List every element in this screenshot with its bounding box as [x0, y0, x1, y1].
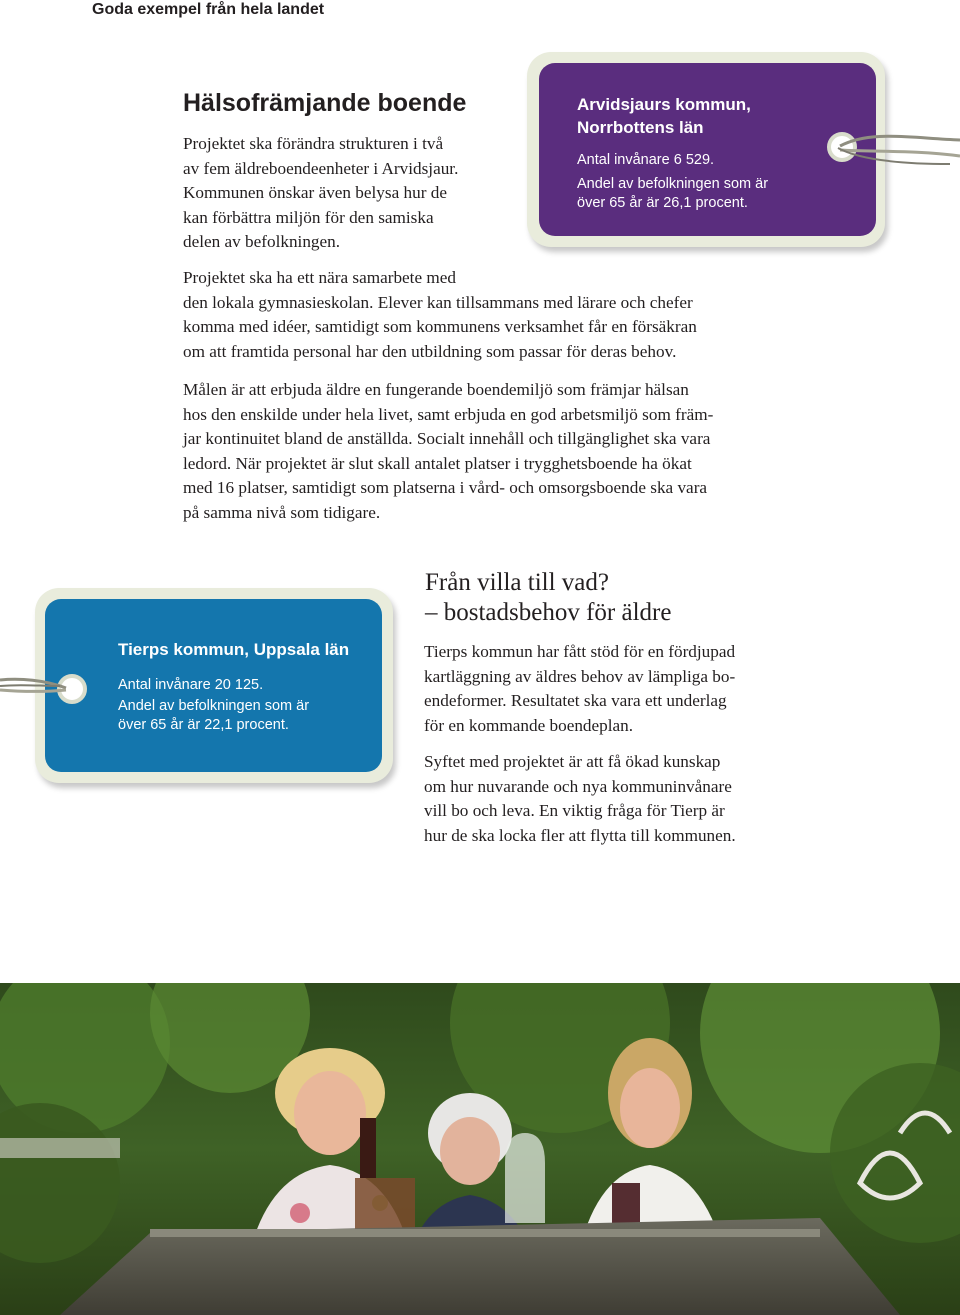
- tag-population: Antal invånare 6 529.: [577, 152, 715, 168]
- photo-illustration: [0, 983, 960, 1315]
- tag-string-icon: [0, 668, 80, 708]
- tag-share-line: Andel av befolkningen som är: [577, 176, 769, 192]
- section-title-halsoframjande: Hälsofrämjande boende: [183, 89, 467, 117]
- text-line: delen av befolkningen.: [183, 232, 341, 251]
- text-line: jar kontinuitet bland de anställda. Socialt innehåll och tillgänglighet ska vara: [183, 429, 711, 448]
- text-line: den lokala gymnasieskolan. Elever kan tillsammans med lärare och chefer: [183, 292, 693, 312]
- text-line: Projektet ska ha ett nära samarbete med: [183, 268, 456, 287]
- text-line: Projektet ska förändra strukturen i två: [183, 134, 444, 153]
- running-head: Goda exempel från hela landet: [92, 1, 325, 18]
- tag-string-icon: [820, 120, 960, 180]
- info-tag-tierp: [35, 588, 393, 783]
- tag-title: Tierps kommun, Uppsala län: [118, 640, 350, 659]
- tag-population: Antal invånare 20 125.: [118, 677, 264, 693]
- tag-share: [577, 175, 768, 213]
- tag-panel: [45, 599, 382, 772]
- tag-title-line: Norrbottens län: [577, 118, 704, 137]
- tag-title-line: Arvidsjaurs kommun,: [577, 95, 751, 114]
- paragraph-tierp-support: [424, 640, 784, 738]
- paragraph-collaboration: [183, 266, 783, 364]
- text-line: om hur nuvarande och nya kommuninvånare: [424, 776, 732, 796]
- section-title-fran-villa: [425, 568, 825, 628]
- tag-share-line: Andel av befolkningen som är: [118, 698, 310, 714]
- text-line: av fem äldreboendeenheter i Arvidsjaur.: [183, 158, 459, 178]
- photo-three-women-garden: [0, 983, 960, 1315]
- text-line: kan förbättra miljön för den samiska: [183, 207, 434, 227]
- paragraph-goals: [183, 378, 783, 525]
- title-line: – bostadsbehov för äldre: [425, 599, 672, 626]
- intro-paragraph: [183, 132, 513, 255]
- title-line: Från villa till vad?: [425, 569, 609, 596]
- paragraph-tierp-purpose: [424, 750, 784, 848]
- text-line: Syftet med projektet är att få ökad kunskap: [424, 752, 721, 771]
- text-line: Kommunen önskar även belysa hur de: [183, 183, 447, 202]
- tag-share-line: över 65 år är 26,1 procent.: [577, 195, 748, 211]
- text-line: Målen är att erbjuda äldre en fungerande boendemiljö som främjar hälsan: [183, 380, 689, 399]
- text-line: vill bo och leva. En viktig fråga för Tierp är: [424, 801, 725, 820]
- text-line: kartläggning av äldres behov av lämpliga bo-: [424, 666, 736, 686]
- text-line: hos den enskilde under hela livet, samt erbjuda en god arbetsmiljö som främ-: [183, 404, 714, 424]
- text-line: komma med idéer, samtidigt som kommunens verksamhet får en försäkran: [183, 317, 697, 336]
- text-line: på samma nivå som tidigare.: [183, 502, 381, 522]
- text-line: om att framtida personal har den utbildning som passar för deras behov.: [183, 341, 677, 361]
- text-line: för en kommande boendeplan.: [424, 715, 634, 735]
- tag-title: [577, 93, 751, 139]
- text-line: hur de ska locka fler att flytta till kommunen.: [424, 825, 736, 845]
- text-line: med 16 platser, samtidigt som platserna i vård- och omsorgsboende ska vara: [183, 478, 708, 497]
- tag-share: [118, 697, 309, 735]
- text-line: ledord. När projektet är slut skall antalet platser i trygghetsboende ha ökat: [183, 453, 692, 473]
- tag-share-line: över 65 år är 22,1 procent.: [118, 717, 289, 733]
- text-line: endeformer. Resultatet ska vara ett underlag: [424, 691, 727, 710]
- text-line: Tierps kommun har fått stöd för en fördjupad: [424, 642, 736, 661]
